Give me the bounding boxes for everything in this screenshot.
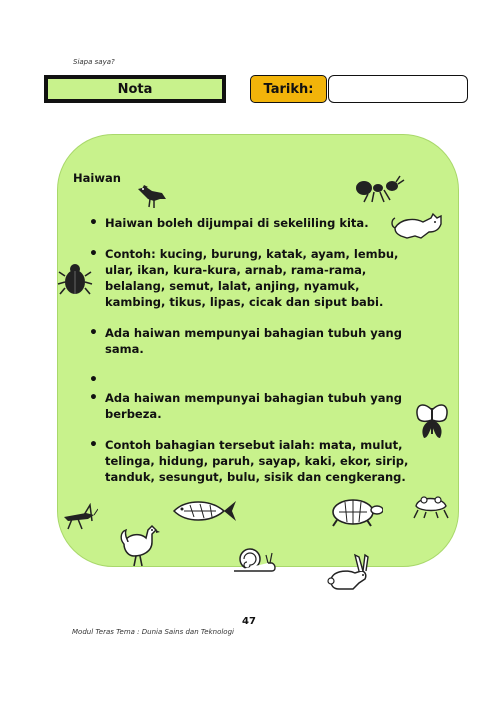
bird-icon bbox=[136, 181, 168, 211]
bullet-item: • Ada haiwan mempunyai bahagian tubuh yang berbeza. bbox=[89, 390, 409, 422]
nota-label: Nota bbox=[48, 79, 222, 99]
rabbit-icon bbox=[323, 551, 373, 593]
bullet-item: • Ada haiwan mempunyai bahagian tubuh yang sama. bbox=[89, 325, 409, 357]
chicken-icon bbox=[118, 520, 160, 568]
bullet-item: • Contoh bahagian tersebut ialah: mata, mulut, telinga, hidung, paruh, sayap, kaki, ekor, sirip, tanduk, sesungut, bulu, sisik dan cengkerang. bbox=[89, 437, 409, 485]
bullet-item: • Contoh: kucing, burung, katak, ayam, lembu, ular, ikan, kura-kura, arnab, rama-rama, belalang, semut, lalat, anjing, nyamuk, kambing, tikus, lipas, cicak dan siput babi. bbox=[89, 246, 409, 310]
tarikh-input-box[interactable] bbox=[328, 75, 468, 103]
page-subtitle: Siapa saya? bbox=[73, 58, 115, 66]
nota-label-box bbox=[44, 75, 226, 103]
tarikh-label: Tarikh: bbox=[250, 75, 327, 103]
butterfly-icon bbox=[414, 400, 450, 442]
ant-icon bbox=[354, 174, 406, 204]
beetle-icon bbox=[57, 262, 93, 298]
bullet-item: • Haiwan boleh dijumpai di sekeliling kita. bbox=[89, 215, 409, 231]
page-number: 47 bbox=[242, 616, 256, 627]
turtle-icon bbox=[325, 494, 383, 530]
fish-icon bbox=[170, 497, 236, 525]
card-title: Haiwan bbox=[73, 171, 121, 185]
frog-icon bbox=[412, 488, 450, 520]
cat-icon bbox=[391, 208, 445, 242]
bullet-item-empty bbox=[89, 372, 409, 388]
footer-module-text: Modul Teras Tema : Dunia Sains dan Teknologi bbox=[72, 628, 234, 636]
snail-icon bbox=[232, 545, 278, 575]
bullet-list bbox=[89, 215, 409, 500]
grasshopper-icon bbox=[60, 503, 98, 531]
